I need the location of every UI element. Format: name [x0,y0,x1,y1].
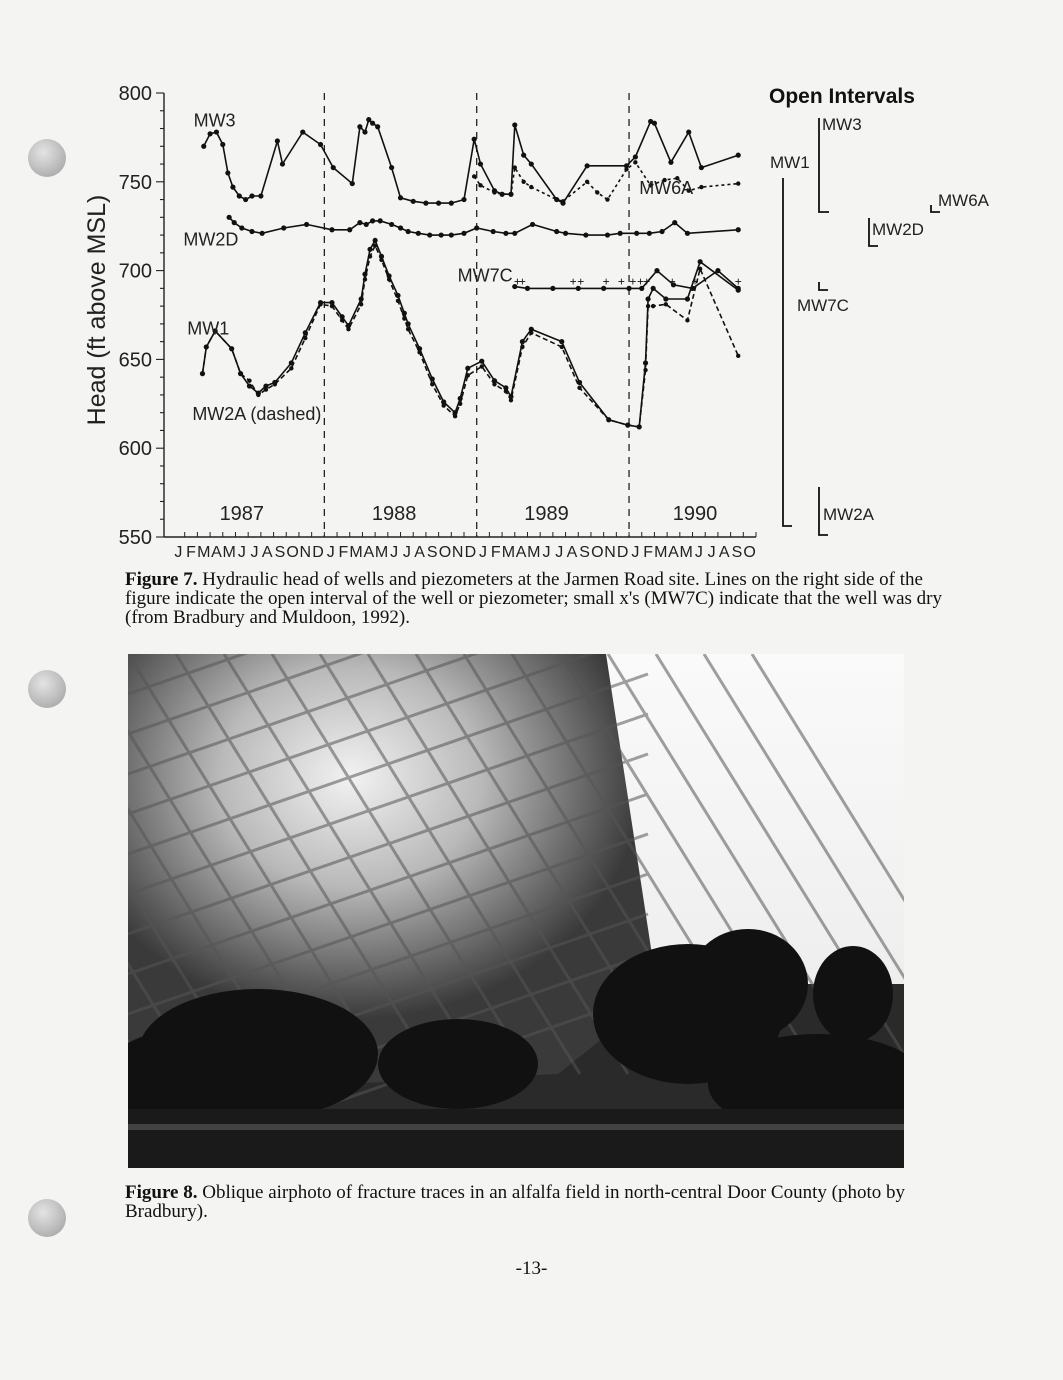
dry-marker: + [602,274,610,289]
data-point-mw3 [585,163,590,168]
data-point-mw3 [201,144,206,149]
x-month-label: M [374,544,389,561]
data-point-mw2d [378,218,383,223]
data-point-mw1 [479,359,484,364]
open-interval-label-mw6a: MW6A [938,191,989,210]
data-point-mw2a-dashed [359,302,363,306]
y-tick-label: 600 [118,438,152,461]
data-point-mw2a-dashed [229,347,233,351]
data-point-mw2d [364,222,369,227]
data-point-mw6a [509,192,513,196]
data-point-mw6a [492,190,496,194]
x-month-label: J [250,544,259,561]
data-point-mw1 [559,339,564,344]
data-point-mw1 [367,247,372,252]
dry-marker: + [518,274,526,289]
data-point-mw2d [227,215,232,220]
dry-marker: + [668,274,676,289]
data-point-mw2d [605,232,610,237]
data-point-mw2a-dashed [453,414,457,418]
data-point-mw6a [605,197,609,201]
data-point-mw1 [685,296,690,301]
data-point-mw2d [370,218,375,223]
data-point-mw2a-dashed [318,302,322,306]
data-point-mw2d [461,231,466,236]
x-month-label: F [490,544,501,561]
data-point-mw1 [520,339,525,344]
x-month-label: M [501,544,516,561]
data-point-mw2a-dashed [607,418,611,422]
data-point-mw1 [465,366,470,371]
data-point-mw2a-dashed [577,386,581,390]
x-month-label: F [338,544,349,561]
data-point-mw2d [398,225,403,230]
x-month-label: J [237,544,246,561]
data-point-mw2a-dashed [430,382,434,386]
series-label-mw7c: MW7C [457,265,513,286]
data-point-mw1 [698,259,703,264]
data-point-mw3 [633,154,638,159]
data-point-mw3 [275,138,280,143]
airphoto-image [128,654,904,1168]
data-point-mw6a [478,183,482,187]
chart-axes [83,83,756,561]
data-point-mw2d [491,229,496,234]
x-month-label: A [566,544,578,561]
data-point-mw2d [634,231,639,236]
dry-marker: + [577,274,585,289]
data-point-mw2a-dashed [346,327,350,331]
data-point-mw3 [472,137,477,142]
y-axis-title: Head (ft above MSL) [83,194,111,426]
x-month-label: A [211,544,222,561]
year-label: 1989 [524,503,569,525]
data-point-mw3 [512,122,517,127]
data-point-mw7c [550,286,555,291]
series-label-mw6a: MW6A [639,178,694,199]
data-point-mw2a-dashed [417,350,421,354]
year-label: 1988 [371,503,417,525]
data-point-mw2a-dashed [368,254,372,258]
x-month-label: J [326,544,335,561]
open-intervals-title: Open Intervals [769,85,915,108]
x-month-label: N [451,544,464,561]
data-point-mw2a-dashed [664,302,668,306]
x-month-label: A [668,544,679,561]
dry-marker: + [513,274,521,289]
data-point-mw2a-dashed [363,277,367,281]
data-point-mw3 [449,201,454,206]
figure-8-caption-text: Oblique airphoto of fracture traces in an alfalfa field in north-central Door County (photo by Bradbury). [125,1182,905,1222]
x-month-label: A [718,544,730,561]
data-point-mw2d [427,232,432,237]
data-point-mw2a-dashed [264,387,268,391]
data-point-mw6a [500,192,504,196]
x-month-label: M [527,544,541,561]
open-interval-bar-mw1 [783,178,792,526]
data-point-mw2a-dashed [520,345,524,349]
x-month-label: J [694,544,703,561]
data-point-mw2d [685,231,690,236]
data-point-mw2d [389,222,394,227]
open-interval-label-mw2a: MW2A [823,505,874,524]
data-point-mw2a-dashed [466,373,470,377]
data-point-mw2a-dashed [373,244,377,248]
data-point-mw2a-dashed [560,345,564,349]
data-point-mw2d [503,231,508,236]
x-month-label: D [464,544,477,561]
data-point-mw6a [554,197,558,201]
open-interval-bar-mw7c [819,282,828,290]
data-point-mw3 [736,153,741,158]
x-month-label: J [390,544,399,561]
data-point-mw2a-dashed [289,366,293,370]
figure-8-label: Figure 8. [125,1182,198,1203]
data-point-mw2d [232,220,237,225]
data-point-mw2a-dashed [626,423,630,427]
x-month-label: A [261,544,273,561]
data-point-mw6a [633,160,637,164]
x-month-label: O [591,544,604,561]
data-point-mw2a-dashed [303,336,307,340]
data-point-mw2a-dashed [637,425,641,429]
page-number: -13- [515,1258,548,1279]
x-month-label: M [197,544,211,561]
data-point-mw3 [366,117,371,122]
data-point-mw2a-dashed [396,299,400,303]
data-point-mw2d [281,225,286,230]
y-tick-label: 650 [118,349,152,372]
figure-7-caption [125,570,955,627]
data-point-mw2a-dashed [387,277,391,281]
data-point-mw1 [458,396,463,401]
y-tick-label: 700 [118,260,152,283]
binder-hole-bottom [28,1199,66,1237]
x-month-label: M [349,544,363,561]
x-month-label: A [515,544,527,561]
data-point-mw2d [672,220,677,225]
data-point-mw2d [659,229,664,234]
hydraulic-head-chart [0,0,1063,570]
data-point-mw2d [530,222,535,227]
data-point-mw2d [406,229,411,234]
x-month-label: S [274,544,286,561]
x-month-label: S [731,544,743,561]
data-point-mw6a [699,185,703,189]
data-point-mw1 [373,238,378,243]
data-point-mw2d [474,225,479,230]
open-interval-label-mw7c: MW7C [797,296,849,315]
data-point-mw7c [654,268,659,273]
open-intervals-panel [769,85,990,535]
dry-marker: + [691,274,699,289]
data-point-mw3 [280,161,285,166]
data-point-mw2d [239,225,244,230]
data-point-mw6a [736,181,740,185]
dry-marker: + [569,274,577,289]
data-point-mw2d [416,231,421,236]
data-point-mw3 [357,124,362,129]
x-month-label: J [174,544,183,561]
data-point-mw3 [411,199,416,204]
data-point-mw2d [357,220,362,225]
data-point-mw2d [260,231,265,236]
data-point-mw2a-dashed [646,304,650,308]
data-point-mw2d [554,229,559,234]
data-point-mw1 [430,376,435,381]
data-point-mw3 [258,193,263,198]
x-month-label: J [402,544,411,561]
data-point-mw6a [624,167,628,171]
data-point-mw2a-dashed [256,393,260,397]
x-month-label: J [479,544,488,561]
x-month-label: J [542,544,551,561]
data-point-mw3 [300,129,305,134]
data-point-mw3 [686,129,691,134]
data-point-mw3 [207,131,212,136]
chart-labels [183,111,693,424]
data-point-mw2d [563,231,568,236]
data-point-mw2d [736,227,741,232]
data-point-mw3 [478,161,483,166]
open-interval-label-mw2d: MW2D [872,220,924,239]
x-month-label: O [743,544,756,561]
figure-7-label: Figure 7. [125,569,198,590]
data-point-mw3 [529,161,534,166]
data-point-mw3 [668,160,673,165]
data-point-mw3 [423,201,428,206]
dry-marker: + [617,274,625,289]
data-point-mw1 [247,383,252,388]
data-point-mw6a [561,199,565,203]
data-point-mw3 [220,142,225,147]
data-point-mw2d [304,222,309,227]
series-label-mw2a-dashed: MW2A (dashed) [192,403,322,424]
data-point-mw6a [472,174,476,178]
data-point-mw6a [521,180,525,184]
data-point-mw3 [521,153,526,158]
figure-7-caption-text: Hydraulic head of wells and piezometers at the Jarmen Road site. Lines on the right side of the figure indicate the open interval of the well or piezometer; small x's (MW7C) indicate that the well was dry (from Bradbury and Muldoon, 1992). [125,569,942,628]
data-point-mw6a [529,185,533,189]
data-point-mw1 [651,286,656,291]
data-point-mw3 [249,193,254,198]
airphoto-fracture-traces [128,654,904,1168]
x-month-label: N [604,544,616,561]
x-month-label: M [222,544,236,561]
y-tick-label: 550 [118,527,152,549]
data-point-mw3 [230,185,235,190]
year-label: 1987 [219,503,265,525]
x-month-label: J [707,544,716,561]
data-point-mw6a [513,165,517,169]
open-interval-label-mw1: MW1 [770,153,810,172]
data-point-mw3 [461,197,466,202]
x-month-label: D [312,544,324,561]
data-point-mw3 [350,181,355,186]
data-point-mw3 [389,165,394,170]
data-point-mw2d [647,231,652,236]
x-month-label: A [414,544,425,561]
series-label-mw1: MW1 [187,318,230,339]
open-interval-label-mw3: MW3 [822,115,862,134]
data-point-mw2a-dashed [247,379,251,383]
data-point-mw2a-dashed [529,331,533,335]
data-point-mw3 [237,193,242,198]
data-point-mw3 [699,165,704,170]
x-month-label: J [555,544,564,561]
data-point-mw2d [329,227,334,232]
year-label: 1990 [672,503,718,525]
data-point-mw2a-dashed [406,327,410,331]
data-point-mw2a-dashed [402,316,406,320]
data-point-mw2d [249,229,254,234]
data-point-mw2a-dashed [492,382,496,386]
data-point-mw6a [585,180,589,184]
data-point-mw2a-dashed [340,318,344,322]
data-point-mw3 [225,170,230,175]
x-month-label: D [616,544,629,561]
data-point-mw1 [663,296,668,301]
y-tick-label: 750 [118,171,152,194]
x-month-label: S [579,544,590,561]
data-point-mw2a-dashed [238,371,242,375]
data-point-mw2a-dashed [736,354,740,358]
data-point-mw2a-dashed [480,364,484,368]
data-point-mw2a-dashed [330,304,334,308]
data-point-mw2a-dashed [379,258,383,262]
data-point-mw2a-dashed [651,304,655,308]
x-month-label: O [286,544,299,561]
data-point-mw2a-dashed [200,371,204,375]
data-point-mw2d [347,227,352,232]
data-point-mw2d [439,232,444,237]
data-point-mw1 [736,288,741,293]
figure-8-caption [125,1183,935,1221]
data-point-mw2d [512,231,517,236]
data-point-mw2d [449,232,454,237]
data-point-mw2a-dashed [458,402,462,406]
data-point-mw1 [645,296,650,301]
dry-marker: + [734,274,742,289]
data-point-mw2a-dashed [685,318,689,322]
x-month-label: F [643,544,653,561]
dry-marker: + [636,274,644,289]
data-point-mw3 [375,124,380,129]
data-point-mw7c [715,268,720,273]
x-month-label: F [186,544,196,561]
year-dividers [324,93,629,537]
data-point-mw2a-dashed [509,398,513,402]
x-month-label: S [426,544,438,561]
x-month-label: M [654,544,668,561]
data-point-mw2a-dashed [204,345,208,349]
data-point-mw3 [318,142,323,147]
series-label-mw3: MW3 [193,110,236,131]
x-month-label: A [363,544,375,561]
data-point-mw2a-dashed [698,267,702,271]
data-point-mw3 [652,121,657,126]
data-point-mw6a [595,190,599,194]
x-month-label: N [299,544,312,561]
data-point-mw3 [370,121,375,126]
series-label-mw2d: MW2D [183,229,239,250]
data-point-mw3 [331,165,336,170]
x-month-label: J [631,544,640,561]
data-point-mw2a-dashed [504,389,508,393]
y-tick-label: 800 [118,83,152,105]
data-point-mw3 [436,201,441,206]
binder-hole-middle [28,670,66,708]
data-point-mw2a-dashed [273,382,277,386]
dry-marker: + [643,274,651,289]
data-point-mw2a-dashed [441,403,445,407]
dry-marker: + [629,274,637,289]
data-point-mw3 [362,129,367,134]
x-month-label: M [679,544,693,561]
x-month-label: O [438,544,452,561]
data-point-mw2a-dashed [643,368,647,372]
data-point-mw3 [398,195,403,200]
data-point-mw2d [618,231,623,236]
data-point-mw2d [583,232,588,237]
data-point-mw3 [243,197,248,202]
